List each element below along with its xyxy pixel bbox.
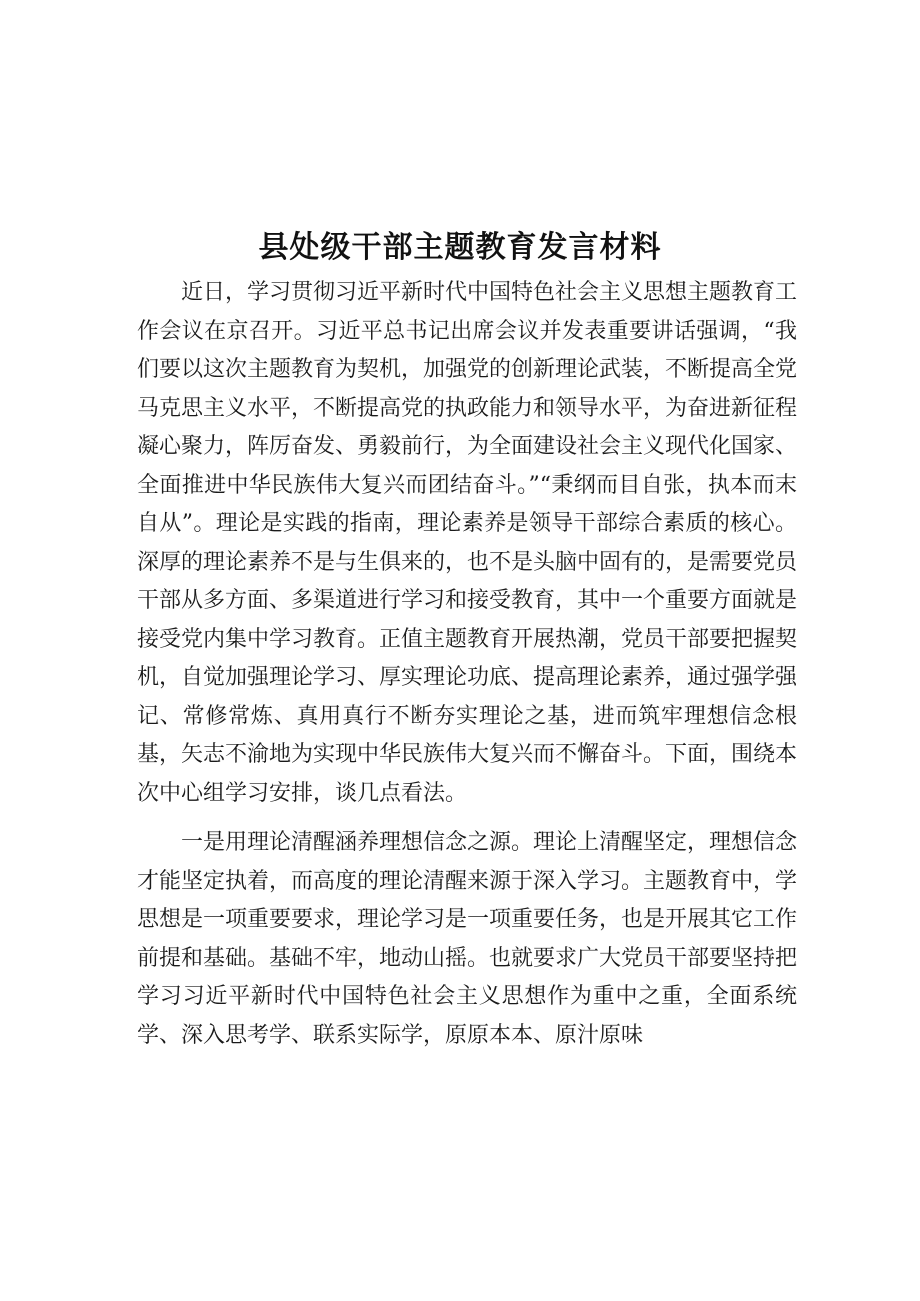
paragraph-point-one: 一是用理论清醒涵养理想信念之源。理论上清醒坚定，理想信念才能坚定执着，而高度的理论清醒来源于深入学习。主题教育中，学思想是一项重要要求，理论学习是一项重要任务，也是开展其它工作前提和基础。基础不牢，地动山摇。也就要求广大党员干部要坚持把学习习近平新时代中国特色社会主义思想作为重中之重，全面系统学、深入思考学、联系实际学，原原本本、原汁原味 (137, 830, 798, 1048)
document-body (137, 274, 797, 1055)
document-title: 县处级干部主题教育发言材料 (258, 230, 662, 265)
paragraph-intro: 近日，学习贯彻习近平新时代中国特色社会主义思想主题教育工作会议在京召开。习近平总书记出席会议并发表重要讲话强调，“我们要以这次主题教育为契机，加强党的创新理论武装，不断提高全党马克思主义水平，不断提高党的执政能力和领导水平，为奋进新征程凝心聚力，阵厉奋发、勇毅前行，为全面建设社会主义现代化国家、全面推进中华民族伟大复兴而团结奋斗。”“秉纲而目自张，执本而末自从”。理论是实践的指南，理论素养是领导干部综合素质的核心。深厚的理论素养不是与生俱来的，也不是头脑中固有的，是需要党员干部从多方面、多渠道进行学习和接受教育，其中一个重要方面就是接受党内集中学习教育。正值主题教育开展热潮，党员干部要把握契机，自觉加强理论学习、厚实理论功底、提高理论素养，通过强学强记、常修常炼、真用真行不断夯实理论之基，进而筑牢理想信念根基，矢志不渝地为实现中华民族伟大复兴而不懈奋斗。下面，围绕本次中心组学习安排，谈几点看法。 (137, 280, 798, 806)
